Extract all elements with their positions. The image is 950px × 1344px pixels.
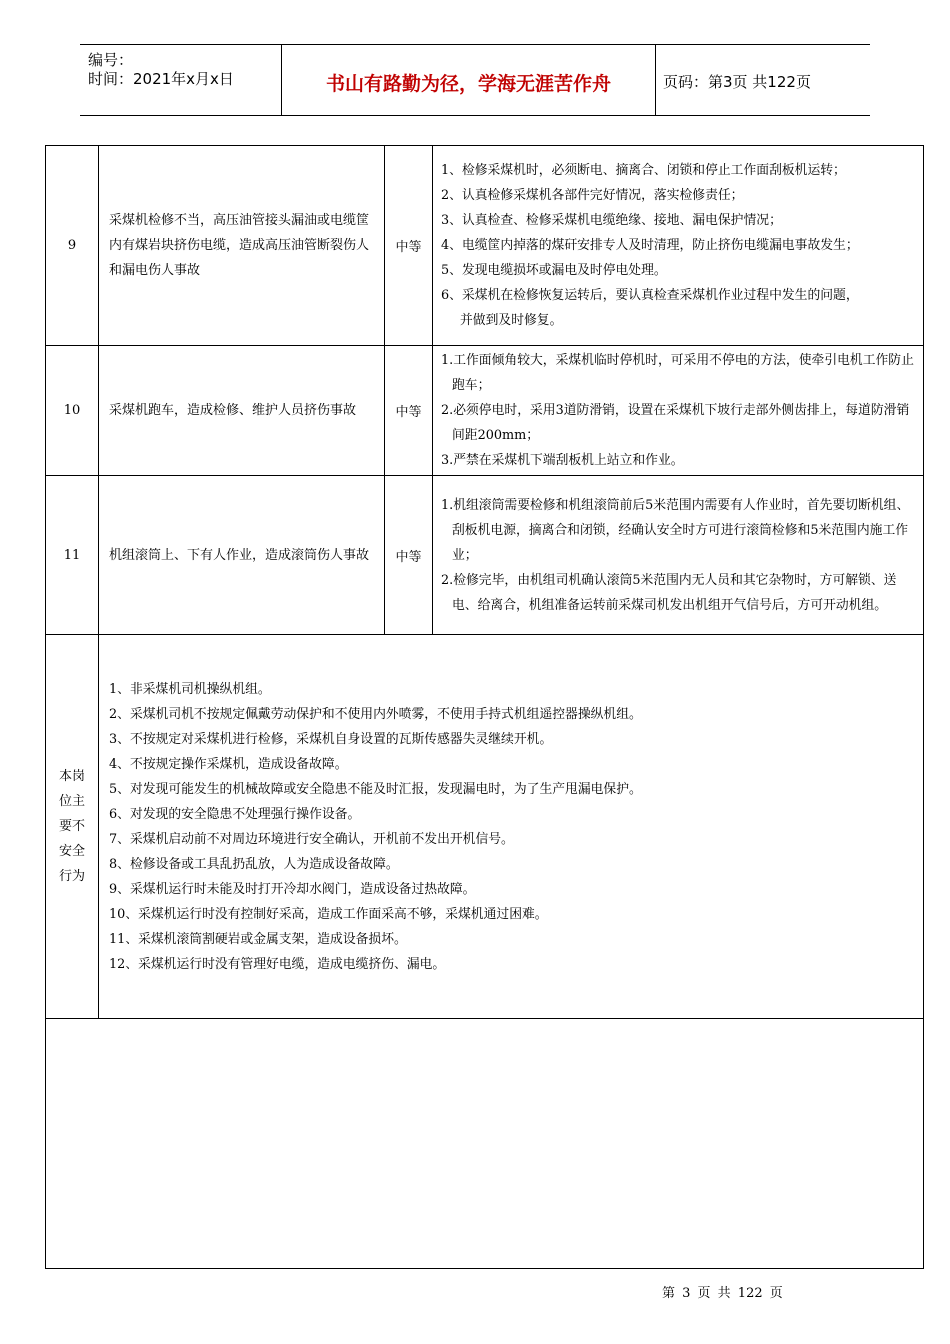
- list-item: 11、采煤机滚筒割硬岩或金属支架，造成设备损坏。: [109, 931, 407, 947]
- measure-line: 2.必须停电时，采用3道防滑销，设置在采煤机下坡行走部外侧齿排上，每道防滑销间距200mm；: [441, 403, 910, 443]
- measure-line: 2、认真检修采煤机各部件完好情况，落实检修责任；: [441, 188, 744, 203]
- row-number: 11: [46, 476, 99, 635]
- measure-line: 3.严禁在采煤机下端刮板机上站立和作业。: [441, 453, 684, 468]
- document-number: 编号：: [88, 51, 134, 69]
- header-motto: 书山有路勤为径，学海无涯苦作舟: [325, 73, 611, 95]
- document-time: 时间：2021年x月x日: [88, 70, 234, 88]
- table-row: [46, 146, 924, 346]
- empty-cell: [46, 1019, 924, 1269]
- measure-line: 6、采煤机在检修恢复运转后，要认真检查采煤机作业过程中发生的问题，: [441, 288, 859, 303]
- list-item: 12、采煤机运行时没有管理好电缆，造成电缆挤伤、漏电。: [109, 956, 446, 972]
- measure-line: 1.机组滚筒需要检修和机组滚筒前后5米范围内需要有人作业时，首先要切断机组、刮板机电源，摘离合和闭锁，经确认安全时方可进行滚筒检修和5米范围内施工作业；: [441, 497, 910, 563]
- measure-line: 4、电缆筐内掉落的煤矸安排专人及时清理，防止挤伤电缆漏电事故发生；: [441, 238, 859, 253]
- row-number: 10: [46, 346, 99, 476]
- table-row: [46, 476, 924, 635]
- list-item: 5、对发现可能发生的机械故障或安全隐患不能及时汇报，发现漏电时，为了生产甩漏电保护。: [109, 781, 642, 797]
- header-page-number: 页码：第3页 共122页: [663, 73, 811, 91]
- unsafe-behavior-list: [99, 635, 924, 1019]
- measure-line: 并做到及时修复。: [460, 313, 563, 328]
- risk-level: 中等: [385, 476, 433, 635]
- measure-line: 1.工作面倾角较大，采煤机临时停机时，可采用不停电的方法，使牵引电机工作防止跑车；: [441, 353, 914, 393]
- measure-line: 3、认真检查、检修采煤机电缆绝缘、接地、漏电保护情况；: [441, 213, 782, 228]
- row-number: 9: [46, 146, 99, 346]
- hazard-description: 机组滚筒上、下有人作业，造成滚筒伤人事故: [99, 476, 385, 635]
- measure-line: 1、检修采煤机时，必须断电、摘离合、闭锁和停止工作面刮板机运转；: [441, 163, 846, 178]
- list-item: 7、采煤机启动前不对周边环境进行安全确认，开机前不发出开机信号。: [109, 831, 514, 847]
- list-item: 1、非采煤机司机操纵机组。: [109, 681, 271, 697]
- list-item: 3、不按规定对采煤机进行检修，采煤机自身设置的瓦斯传感器失灵继续开机。: [109, 731, 553, 747]
- risk-level: 中等: [385, 346, 433, 476]
- table-row: [46, 635, 924, 1019]
- table-row: [46, 346, 924, 476]
- list-item: 9、采煤机运行时未能及时打开冷却水阀门，造成设备过热故障。: [109, 881, 476, 897]
- list-item: 4、不按规定操作采煤机，造成设备故障。: [109, 756, 348, 772]
- measure-line: 2.检修完毕，由机组司机确认滚筒5米范围内无人员和其它杂物时，方可解锁、送电、给离合，机组准备运转前采煤司机发出机组开气信号后，方可开动机组。: [441, 572, 897, 613]
- list-item: 8、检修设备或工具乱扔乱放，人为造成设备故障。: [109, 856, 399, 872]
- control-measures: [433, 146, 924, 346]
- hazard-description: 采煤机跑车，造成检修、维护人员挤伤事故: [99, 346, 385, 476]
- risk-table: [45, 145, 924, 1269]
- hazard-description: 采煤机检修不当，高压油管接头漏油或电缆筐内有煤岩块挤伤电缆，造成高压油管断裂伤人和漏电伤人事故: [99, 146, 385, 346]
- control-measures: [433, 346, 924, 476]
- header-divider: [655, 45, 656, 115]
- list-item: 6、对发现的安全隐患不处理强行操作设备。: [109, 806, 361, 822]
- control-measures: [433, 476, 924, 635]
- page-header: [80, 44, 870, 116]
- list-item: 2、采煤机司机不按规定佩戴劳动保护和不使用内外喷雾，不使用手持式机组遥控器操纵机组。: [109, 706, 642, 722]
- list-item: 10、采煤机运行时没有控制好采高，造成工作面采高不够，采煤机通过困难。: [109, 906, 548, 922]
- header-meta: [88, 51, 234, 89]
- page-footer: 第 3 页 共 122 页: [662, 1286, 783, 1301]
- risk-level: 中等: [385, 146, 433, 346]
- unsafe-behavior-label: 本岗位主要不安全行为: [46, 635, 99, 1019]
- measure-line: 5、发现电缆损坏或漏电及时停电处理。: [441, 263, 667, 278]
- empty-row: [46, 1019, 924, 1269]
